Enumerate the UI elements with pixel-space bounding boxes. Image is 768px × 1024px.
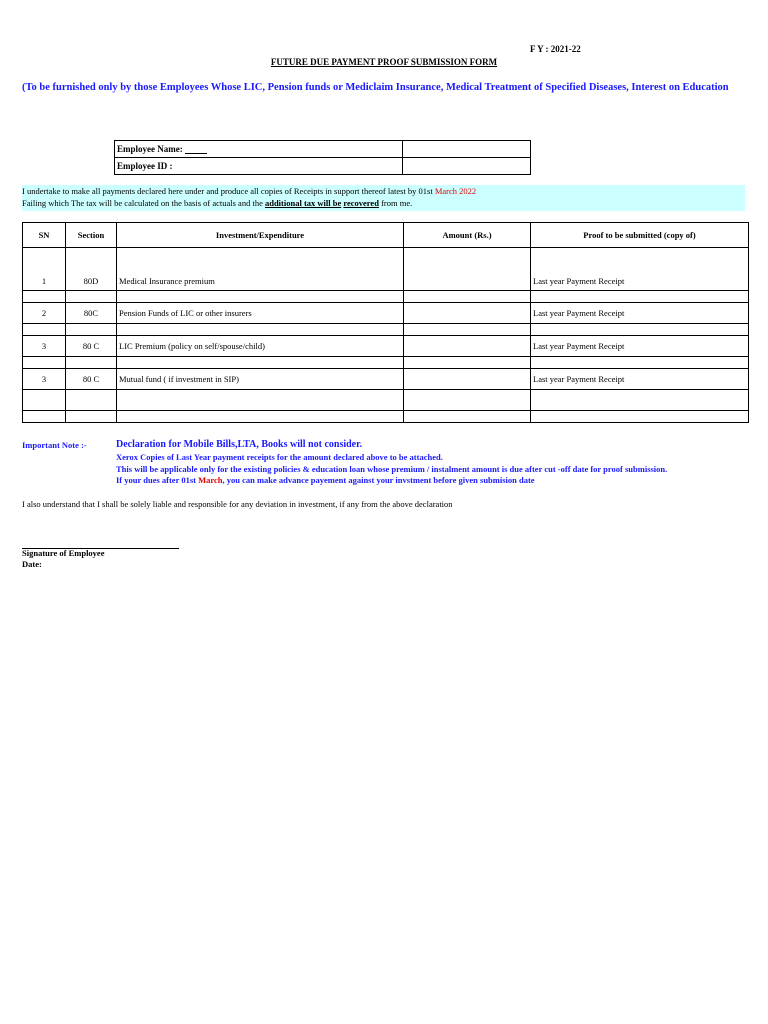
row-investment: LIC Premium (policy on self/spouse/child) [117, 336, 404, 357]
row-sn: 3 [23, 336, 66, 357]
table-spacer-row [23, 411, 749, 423]
row-section: 80C [66, 303, 117, 324]
employee-name-field[interactable] [403, 141, 531, 158]
signature-label: Signature of Employee [22, 548, 105, 558]
row-amount-field[interactable] [404, 303, 531, 324]
header-investment: Investment/Expenditure [117, 223, 404, 248]
employee-id-label: Employee ID : [115, 158, 403, 175]
form-title: FUTURE DUE PAYMENT PROOF SUBMISSION FORM [270, 57, 498, 67]
table-header-row [23, 223, 749, 248]
row-section: 80 C [66, 336, 117, 357]
row-proof: Last year Payment Receipt [531, 303, 749, 324]
table-row [23, 336, 749, 357]
header-sn: SN [23, 223, 66, 248]
notice-line-2: Failing which The tax will be calculated on the basis of actuals and the additional tax will be recovered from me. [22, 198, 413, 208]
header-amount: Amount (Rs.) [404, 223, 531, 248]
row-amount-field[interactable] [404, 336, 531, 357]
row-amount-field[interactable] [404, 369, 531, 390]
table-row [23, 303, 749, 324]
important-note-line-3: If your dues after 01st March, you can make advance payement against your invstment before given submision date [116, 475, 535, 485]
header-section: Section [66, 223, 117, 248]
fiscal-year: F Y : 2021-22 [530, 44, 581, 54]
row-sn: 1 [23, 248, 66, 291]
row-proof: Last year Payment Receipt [531, 248, 749, 291]
table-spacer-row [23, 324, 749, 336]
employee-info-table [114, 140, 531, 175]
form-subtitle: (To be furnished only by those Employees Whose LIC, Pension funds or Mediclaim Insurance, Medical Treatment of Specified Diseases, Interest on Education [22, 82, 729, 93]
employee-id-field[interactable] [403, 158, 531, 175]
name-blank-line [185, 145, 207, 154]
row-investment: Mutual fund ( if investment in SIP) [117, 369, 404, 390]
row-sn: 3 [23, 369, 66, 390]
table-row [23, 248, 749, 291]
important-note-line-2: This will be applicable only for the existing policies & education loan whose premium / instalment amount is due after cut -off date for proof submission. [116, 464, 668, 474]
row-investment: Medical Insurance premium [117, 248, 404, 291]
row-amount-field[interactable] [404, 248, 531, 291]
table-row [23, 369, 749, 390]
row-section: 80 C [66, 369, 117, 390]
important-note-label: Important Note :- [22, 440, 87, 450]
liability-statement: I also understand that I shall be solely liable and responsible for any deviation in investment, if any from the above declaration [22, 499, 453, 509]
row-section: 80D [66, 248, 117, 291]
row-proof: Last year Payment Receipt [531, 336, 749, 357]
table-empty-row [23, 390, 749, 411]
table-spacer-row [23, 357, 749, 369]
deadline-highlight: March 2022 [434, 186, 477, 196]
row-sn: 2 [23, 303, 66, 324]
undertaking-notice [22, 185, 745, 211]
row-proof: Last year Payment Receipt [531, 369, 749, 390]
important-note-line-1: Xerox Copies of Last Year payment receipts for the amount declared above to be attached. [116, 452, 443, 462]
notice-line-1: I undertake to make all payments declared here under and produce all copies of Receipts in support thereof latest by 01st March 2022 [22, 186, 477, 196]
table-spacer-row [23, 291, 749, 303]
header-proof: Proof to be submitted (copy of) [531, 223, 749, 248]
row-investment: Pension Funds of LIC or other insurers [117, 303, 404, 324]
employee-name-label: Employee Name: [115, 141, 403, 158]
important-note-heading: Declaration for Mobile Bills,LTA, Books will not consider. [116, 439, 363, 450]
investment-table [22, 222, 749, 423]
date-label: Date: [22, 559, 42, 569]
